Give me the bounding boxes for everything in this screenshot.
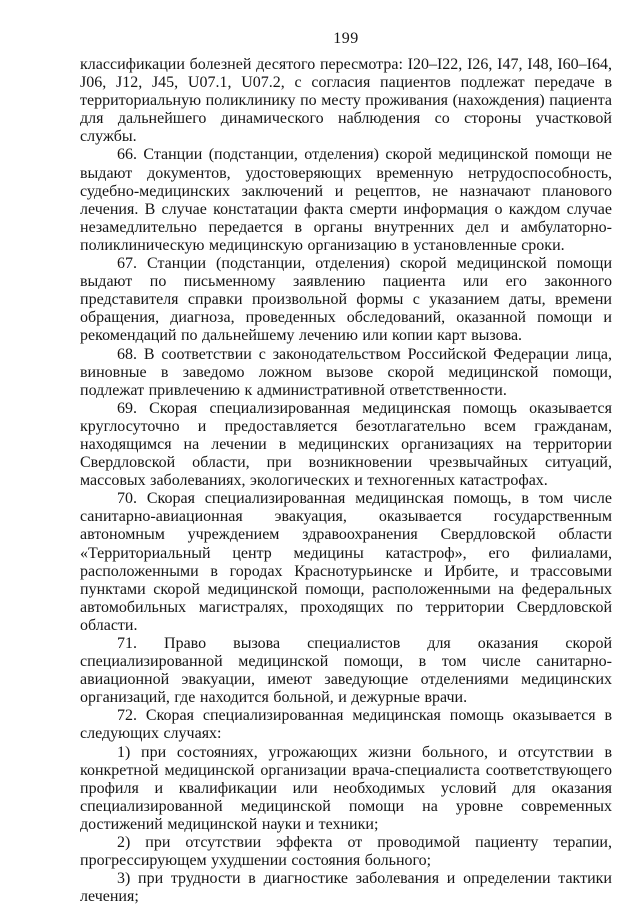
- page-number: 199: [333, 30, 359, 47]
- paragraph: 66. Станции (подстанции, отделения) скорой медицинской помощи не выдают документов, удостоверяющих временную нетрудоспособность, судебно-медицинских заключений и рецептов, не назначают планового лечения. В случае констатации факта смерти информация о каждом случае незамедлительно передается в органы внутренних дел и амбулаторно-поликлиническую медицинскую организацию в установленные сроки.: [80, 146, 612, 254]
- paragraph: 70. Скорая специализированная медицинская помощь, в том числе санитарно-авиационная эвакуация, оказывается государственным автономным учреждением здравоохранения Свердловской области «Территориальный центр медицины катастроф», его филиалами, расположенными в городах Краснотурьинске и Ирбите, и трассовыми пунктами скорой медицинской помощи, расположенными на федеральных автомобильных магистралях, проходящих по территории Свердловской области.: [80, 490, 612, 634]
- paragraph: 68. В соответствии с законодательством Российской Федерации лица, виновные в заведомо ложном вызове скорой медицинской помощи, подлежат привлечению к административной ответственности.: [80, 345, 612, 399]
- paragraph: 2) при отсутствии эффекта от проводимой пациенту терапии, прогрессирующем ухудшении состояния больного;: [80, 834, 612, 870]
- paragraph: 69. Скорая специализированная медицинская помощь оказывается круглосуточно и предоставляется безотлагательно всем гражданам, находящимся на лечении в медицинских организациях на территории Свердловской области, при возникновении чрезвычайных ситуаций, массовых заболеваниях, экологических и техногенных катастрофах.: [80, 399, 612, 490]
- paragraph: 71. Право вызова специалистов для оказания скорой специализированной медицинской помощи, в том числе санитарно-авиационной эвакуации, имеют заведующие отделениями медицинских организаций, где находится больной, и дежурные врачи.: [80, 635, 612, 707]
- paragraph: 3) при трудности в диагностике заболевания и определении тактики лечения;: [80, 870, 612, 906]
- paragraph: классификации болезней десятого пересмотра: I20–I22, I26, I47, I48, I60–I64, J06, J12, J45, U07.1, U07.2, с согласия пациентов подлежат передаче в территориальную поликлинику по месту проживания (нахождения) пациента для дальнейшего динамического наблюдения со стороны участковой службы.: [80, 56, 612, 146]
- paragraph: 72. Скорая специализированная медицинская помощь оказывается в следующих случаях:: [80, 707, 612, 743]
- document-body: [80, 56, 612, 906]
- paragraph: 67. Станции (подстанции, отделения) скорой медицинской помощи выдают по письменному заявлению пациента или его законного представителя справки произвольной формы с указанием даты, времени обращения, диагноза, проведенных обследований, оказанной помощи и рекомендаций по дальнейшему лечению или копии карт вызова.: [80, 255, 612, 345]
- paragraph: 1) при состояниях, угрожающих жизни больного, и отсутствии в конкретной медицинской организации врача-специалиста соответствующего профиля и квалификации или необходимых условий для оказания специализированной медицинской помощи на уровне современных достижений медицинской науки и техники;: [80, 743, 612, 833]
